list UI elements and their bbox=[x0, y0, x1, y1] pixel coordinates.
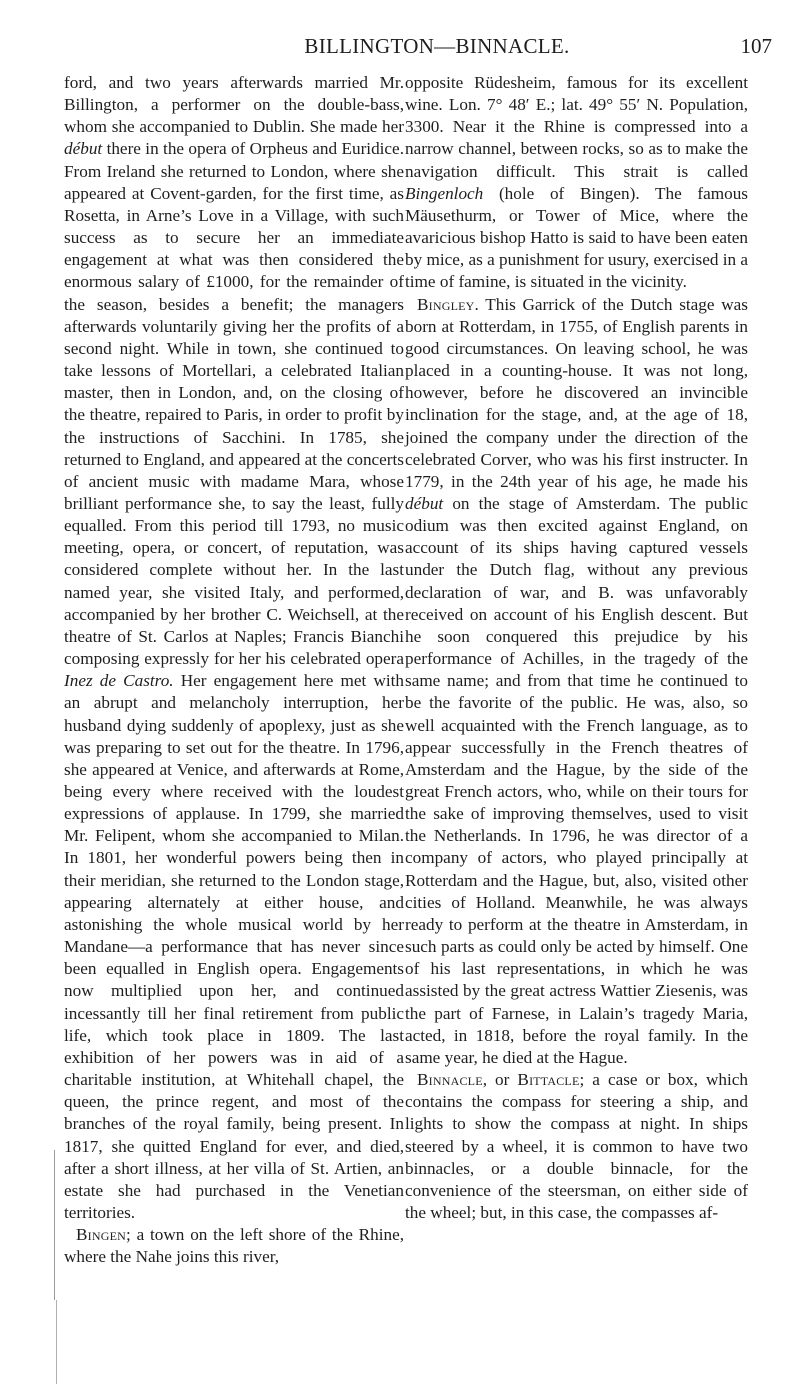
bingen-cont-text-2: (hole of Bingen). The famous Mäusethurm, or Tower of Mice, where the avaricious bishop Hatto is said to have been eaten by mice, as a punishment for usury, exercised in a time of famine, is situated in the vicinity. bbox=[405, 183, 749, 292]
billington-debut: début bbox=[64, 139, 103, 159]
entry-bingen bbox=[64, 1224, 404, 1268]
billington-text-1: ford, and two years afterwards married Mr. Billington, a performer on the double-bass, whom she accompanied to Dublin. She made her bbox=[64, 73, 404, 137]
entry-billington-continued bbox=[64, 72, 404, 1224]
bingley-debut: début bbox=[405, 493, 444, 513]
left-column bbox=[64, 72, 404, 1268]
billington-text-2: there in the opera of Orpheus and Euridice. From Ireland she returned to London, where she appeared at Covent-garden, for the first time, as Rosetta, in Arne’s Love in a Village, with such success as to secure her an immediate engagement at what was then considered the enormous salary of £1000, for the remainder of the season, besides a benefit; the managers afterwards voluntarily giving her the profits of a second night. While in town, she continued to take lessons of Mortellari, a celebrated Italian master, then in London, and, on the closing of the theatre, repaired to Paris, in order to profit by the instructions of Sacchini. In 1785, she returned to England, and appeared at the concerts of ancient music with madame Mara, whose brilliant performance she, to say the least, fully equalled. From this period till 1793, no music meeting, opera, or concert, of reputation, was considered complete without her. In the last named year, she visited Italy, and performed, accompanied by her brother C. Weichsell, at the theatre of St. Carlos at Naples; Francis Bianchi composing expressly for her his celebrated opera bbox=[64, 139, 404, 669]
binnacle-text-2: ; a case or box, which contains the compass for steering a ship, and lights to show the compass at night. In ships steered by a wheel, it is common to have two binnacles, or a double binnacle, for the convenience of the steersman, on either side of the wheel; but, in this case, the compasses af- bbox=[405, 1070, 748, 1222]
billington-opera-title: Inez de Castro. bbox=[64, 671, 174, 691]
entry-binnacle bbox=[405, 1069, 748, 1224]
headword-bingen: Bingen bbox=[76, 1225, 126, 1245]
headword-bingley: Bingley bbox=[417, 294, 475, 314]
running-title: BILLINGTON—BINNACLE. bbox=[304, 34, 570, 58]
bingen-cont-text-1: opposite Rüdesheim, famous for its excellent wine. Lon. 7° 48′ E.; lat. 49° 55′ N. Population, 3300. Near it the Rhine is compressed into a narrow channel, between rocks, so as to make the navigation difficult. This strait is called bbox=[405, 73, 748, 181]
gutter-mark-lower bbox=[56, 1300, 57, 1384]
running-head bbox=[62, 30, 772, 62]
binnacle-text-1: , or bbox=[482, 1070, 518, 1090]
right-column bbox=[405, 72, 748, 1224]
headword-bittacle: Bittacle bbox=[517, 1070, 580, 1090]
bingenloch-term: Bingenloch bbox=[405, 183, 484, 203]
entry-bingen-continued bbox=[405, 72, 748, 294]
page-number: 107 bbox=[740, 34, 772, 58]
bingen-text: ; a town on the left shore of the Rhine, where the Nahe joins this river, bbox=[64, 1225, 404, 1267]
bingley-text-1: . This Garrick of the Dutch stage was born at Rotterdam, in 1755, of English parents in good circumstances. On leaving school, he was placed in a counting-house. It was not long, however, before he discovered an invincible inclination for the stage, and, at the age of 18, joined the company under the direction of the celebrated Corver, who was his first instructer. In 1779, in the 24th year of his age, he made his bbox=[405, 294, 748, 491]
bingley-text-2: on the stage of Amsterdam. The public odium was then excited against England, on account of its ships having captured vessels under the Dutch flag, without any previous declaration of war, and B. was unfavorably received on account of his English descent. But he soon conquered this prejudice by his performance of Achilles, in the tragedy of the same name; and from that time he continued to be the favorite of the public. He was, also, so well acquainted with the French language, as to appear successfully in the French theatres of Amsterdam and the Hague, by the side of the great French actors, who, while on their tours for the sake of improving themselves, used to visit the Netherlands. In 1796, he was director of a company of actors, who played principally at Rotterdam and the Hague, but, also, visited other cities of Holland. Meanwhile, he was always ready to perform at the theatre in Amsterdam, in such parts as could only be acted by himself. One of his last representations, in which he was assisted by the great actress Wattier Ziesenis, was the part of Farnese, in Lalain’s tragedy Maria, acted, in 1818, before the royal family. In the same year, he died at the Hague. bbox=[405, 493, 748, 1067]
headword-binnacle: Binnacle bbox=[417, 1070, 483, 1090]
billington-text-3: Her engagement here met with an abrupt and melancholy interruption, her husband dying suddenly of apoplexy, just as she was preparing to set out for the theatre. In 1796, she appeared at Venice, and afterwards at Rome, being every where received with the loudest expressions of applause. In 1799, she married Mr. Felipent, whom she accompanied to Milan. In 1801, her wonderful powers being then in their meridian, she returned to the London stage, appearing alternately at either house, and astonishing the whole musical world by her Mandane—a performance that has never since been equalled in English opera. Engagements now multiplied upon her, and continued incessantly till her final retirement from public life, which took place in 1809. The last exhibition of her powers was in aid of a charitable institution, at Whitehall chapel, the queen, the prince regent, and most of the branches of the royal family, being present. In 1817, she quitted England for ever, and died, after a short illness, at her villa of St. Artien, an estate she had purchased in the Venetian territories. bbox=[64, 671, 405, 1222]
gutter-mark bbox=[54, 1150, 55, 1300]
entry-bingley bbox=[405, 294, 748, 1069]
